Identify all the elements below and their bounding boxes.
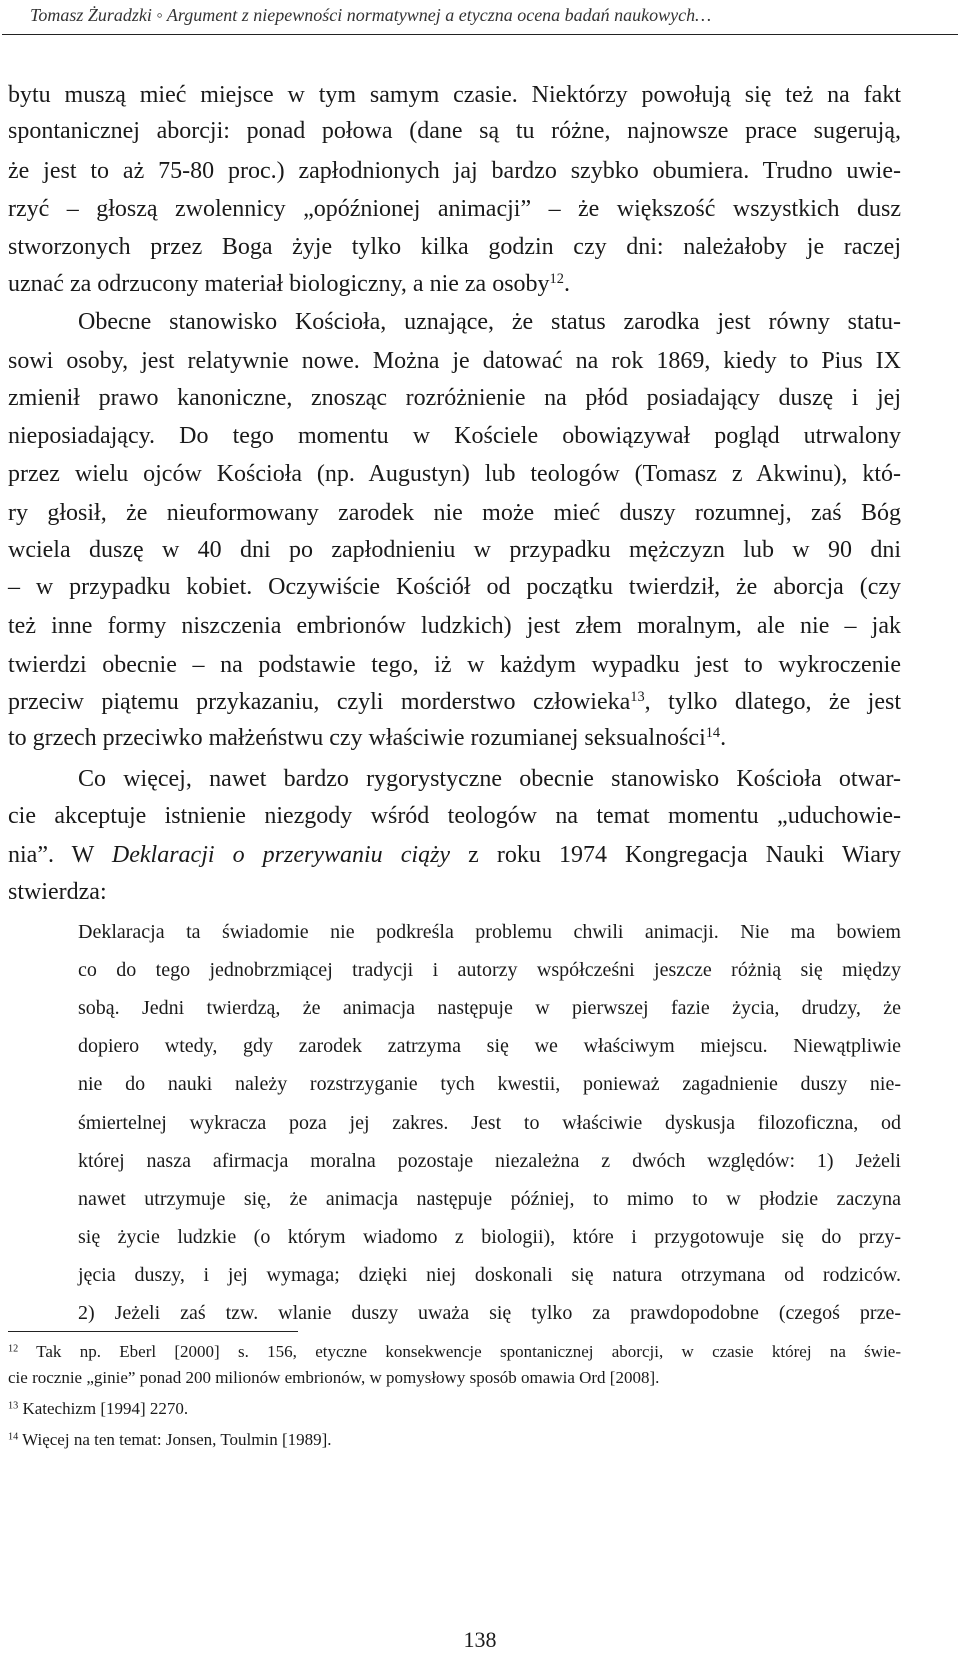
footnote-line — [8, 1340, 901, 1364]
text-run: też inne formy niszczenia embrionów ludzkich) jest złem moralnym, ale nie – jak — [8, 613, 901, 639]
quote-line — [78, 954, 901, 986]
text-run: się życie ludzkie (o którym wiadomo z biologii), które i przygotowuje się do przy- — [78, 1226, 901, 1248]
text-run: Katechizm [1994] 2270. — [18, 1399, 189, 1418]
quote-line — [78, 1068, 901, 1100]
text-run: Tak np. Eberl [2000] s. 156, etyczne konsekwencje spontanicznej aborcji, w czasie której na świe- — [18, 1342, 901, 1361]
body-line — [8, 420, 901, 452]
text-run: . — [720, 725, 727, 751]
quote-line — [78, 1221, 901, 1253]
body-line — [8, 571, 901, 603]
header-rule — [2, 34, 958, 35]
text-run: Więcej na ten temat: Jonsen, Toulmin [1989]. — [18, 1430, 332, 1449]
text-run: rzyć – głoszą zwolennicy „opóźnionej animacji” – że większość wszystkich dusz — [8, 196, 901, 222]
text-run: stworzonych przez Boga żyje tylko kilka godzin czy dni: należałoby je raczej — [8, 234, 901, 260]
body-line — [78, 763, 901, 795]
text-run: wciela duszę w 40 dni po zapłodnieniu w przypadku mężczyzn lub w 90 dni — [8, 537, 901, 563]
text-run: nie do nauki należy rozstrzyganie tych kwestii, ponieważ zagadnienie duszy nie- — [78, 1073, 901, 1095]
footnote-ref: 14 — [705, 725, 721, 742]
body-line — [8, 649, 901, 681]
text-run: że jest to aż 75-80 proc.) zapłodnionych jaj bardzo szybko obumiera. Trudno uwie- — [8, 158, 901, 184]
body-line — [8, 610, 901, 642]
footnote-number: 12 — [8, 1343, 19, 1355]
text-run: co do tego jednobrzmiącej tradycji i autorzy współcześni jeszcze różnią się między — [78, 959, 901, 981]
text-run: nia”. W — [8, 842, 112, 868]
body-line — [8, 345, 901, 377]
text-run: której nasza afirmacja moralna pozostaje niezależna z dwóch względów: 1) Jeżeli — [78, 1150, 901, 1172]
footnote-line — [8, 1428, 901, 1452]
text-run: , tylko dlatego, że jest — [644, 689, 902, 715]
body-line — [8, 534, 901, 566]
footnote-line — [8, 1397, 901, 1421]
text-run: stwierdza: — [8, 879, 107, 905]
text-run: sobą. Jedni twierdzą, że animacja następuje w pierwszej fazie życia, drudzy, że — [78, 997, 901, 1019]
text-run: uznać za odrzucony materiał biologiczny, a nie za osoby — [8, 271, 550, 297]
body-line — [8, 458, 901, 490]
text-run: twierdzi obecnie – na podstawie tego, iż w każdym wypadku jest to wykroczenie — [8, 652, 901, 678]
running-header: Tomasz Żuradzki ◦ Argument z niepewności normatywnej a etyczna ocena badań naukowych… — [30, 5, 712, 25]
footnote-ref: 12 — [549, 271, 564, 288]
text-run: cie rocznie „ginie” ponad 200 milionów embrionów, w pomysłowy sposób omawia Ord [2008]. — [8, 1368, 660, 1387]
quote-line — [78, 1297, 901, 1329]
footnote-number: 13 — [8, 1400, 19, 1412]
footnote-number: 14 — [8, 1431, 19, 1443]
text-run: bytu muszą mieć miejsce w tym samym czasie. Niektórzy powołują się też na fakt — [8, 82, 901, 108]
body-line — [8, 231, 901, 263]
body-line — [8, 268, 901, 300]
text-run: przeciw piątemu przykazaniu, czyli morderstwo człowieka — [8, 689, 631, 715]
body-line — [8, 497, 901, 529]
text-run: jęcia duszy, i jej wymaga; dzięki niej doskonali się natura otrzymana od rodziców. — [78, 1264, 901, 1286]
body-line — [8, 876, 901, 908]
body-line — [8, 193, 901, 225]
quote-line — [78, 992, 901, 1024]
text-run: Co więcej, nawet bardzo rygorystyczne obecnie stanowisko Kościoła otwar- — [78, 766, 901, 792]
text-run: śmiertelnej wykracza poza jej zakres. Jest to właściwie dyskusja filozoficzna, od — [78, 1112, 901, 1134]
body-line — [78, 306, 901, 338]
body-line — [8, 800, 901, 832]
quote-line — [78, 1030, 901, 1062]
text-run: Deklaracja ta świadomie nie podkreśla problemu chwili animacji. Nie ma bowiem — [78, 921, 901, 943]
text-run: cie akceptuje istnienie niezgody wśród teologów na temat momentu „uduchowie- — [8, 803, 901, 829]
body-line — [8, 115, 901, 147]
quote-line — [78, 1145, 901, 1177]
footnote-ref: 13 — [630, 689, 645, 706]
body-line — [8, 722, 901, 754]
quote-line — [78, 1259, 901, 1291]
quote-line — [78, 1183, 901, 1215]
text-run: – w przypadku kobiet. Oczywiście Kościół od początku twierdził, że aborcja (czy — [8, 574, 901, 600]
text-run: zmienił prawo kanoniczne, znosząc rozróżnienie na płód posiadający duszę i jej — [8, 385, 901, 411]
italic-title: Deklaracji o przerywaniu ciąży — [111, 842, 451, 868]
body-line — [8, 839, 901, 871]
text-run: nawet utrzymuje się, że animacja następuje później, to mimo to w płodzie zaczyna — [78, 1188, 901, 1210]
text-run: dopiero wtedy, gdy zarodek zatrzyma się we właściwym miejscu. Niewątpliwie — [78, 1035, 901, 1057]
footnote-line — [8, 1366, 901, 1390]
text-run: z roku 1974 Kongregacja Nauki Wiary — [450, 842, 901, 868]
quote-line — [78, 916, 901, 948]
text-run: nieposiadający. Do tego momentu w Kościele obowiązywał pogląd utrwalony — [8, 423, 901, 449]
body-line — [8, 382, 901, 414]
text-run: sowi osoby, jest relatywnie nowe. Można je datować na rok 1869, kiedy to Pius IX — [8, 348, 901, 374]
text-run: Obecne stanowisko Kościoła, uznające, że status zarodka jest równy statu- — [78, 309, 901, 335]
body-line — [8, 686, 901, 718]
quote-line — [78, 1107, 901, 1139]
text-run: to grzech przeciwko małżeństwu czy właściwie rozumianej seksualności — [8, 725, 706, 751]
text-run: spontanicznej aborcji: ponad połowa (dane są tu różne, najnowsze prace sugerują, — [8, 118, 901, 144]
page-number: 138 — [463, 1627, 497, 1652]
text-run: ry głosił, że nieuformowany zarodek nie może mieć duszy rozumnej, zaś Bóg — [8, 500, 901, 526]
body-line — [8, 155, 901, 187]
text-run: . — [563, 271, 570, 297]
footnote-separator — [8, 1331, 298, 1332]
body-line — [8, 79, 901, 111]
text-run: przez wielu ojców Kościoła (np. Augustyn) lub teologów (Tomasz z Akwinu), któ- — [8, 461, 901, 487]
text-run: 2) Jeżeli zaś tzw. wlanie duszy uważa się tylko za prawdopodobne (czegoś prze- — [78, 1302, 901, 1324]
